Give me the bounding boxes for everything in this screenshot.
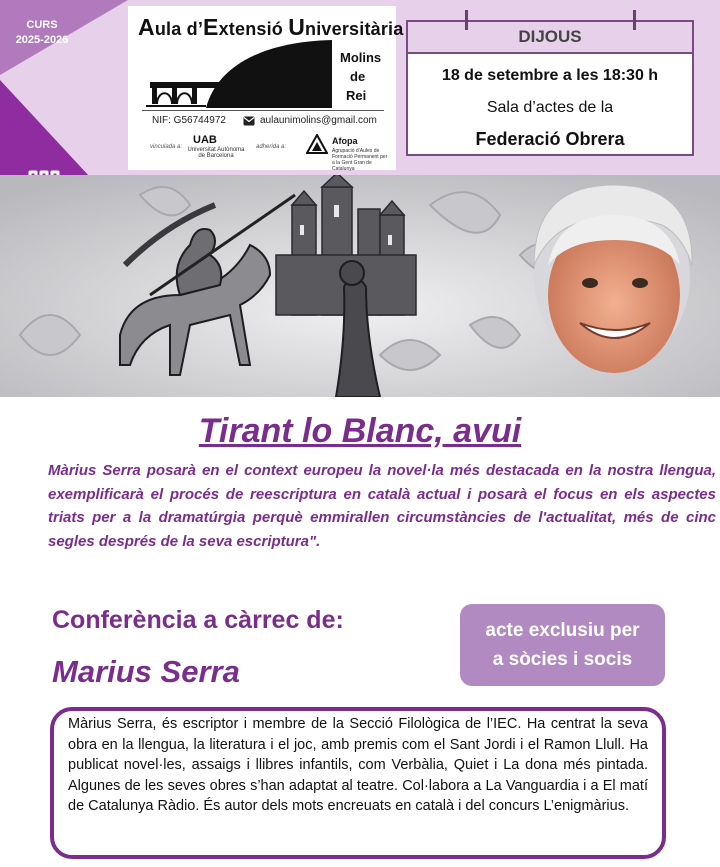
- uab-subtitle: Universitat Autònoma de Barcelona: [187, 147, 245, 159]
- speaker-bio: Màrius Serra, és escriptor i membre de la Secció Filològica de l’IEC. Ha centrat la seva obra en la llengua, la literatura i el joc, amb premis com el Sant Jordi i el Ramon Llull. Ha publicat novel·les, assaigs i llibres infantils, com Verbàlia, Quiet i La dona més pintada. Algunes de les seves obres s’han adaptat al teatre. Col·labora a La Vanguardia i a El matí de Catalunya Ràdio. És autor dels mots encreuats en català i del concurs L’enigmàrius.: [50, 707, 666, 859]
- adhered-label: adherida a:: [256, 144, 287, 150]
- event-venue: Federació Obrera: [475, 129, 625, 149]
- talk-description: Màrius Serra posarà en el context europeu la novel·la més destacada en la nostra llengua, exemplificarà el procés de reescriptura en català actual i posarà el focus en els aspectes triats per a la dramatúrgia perquè emmirallen circumstàncies de l'actualitat, més de cinc segles després de la seva escriptura".: [48, 462, 716, 550]
- event-day: DIJOUS: [518, 27, 582, 46]
- course-label-text: CURS: [26, 19, 58, 31]
- members-only-badge: [460, 604, 665, 686]
- title-part: ula d’: [154, 19, 204, 39]
- town-line: de: [350, 69, 366, 84]
- afopa-logo-text: Afopa: [332, 136, 358, 146]
- event-room: Sala d’actes de la: [486, 99, 614, 116]
- title-initial-e: E: [203, 14, 219, 40]
- logo-divider: [142, 110, 384, 111]
- email-text: aulaunimolins@gmail.com: [260, 115, 377, 126]
- badge-line: acte exclusiu per: [485, 620, 640, 641]
- title-part: niversitària: [305, 19, 404, 39]
- speaker-name: Marius Serra: [52, 654, 240, 689]
- banner-illustration: [0, 175, 720, 397]
- uab-logo-text: UAB: [193, 134, 217, 146]
- mail-icon: [243, 116, 255, 126]
- banner-art: [0, 175, 720, 397]
- event-datetime: 18 de setembre a les 18:30 h: [441, 67, 659, 84]
- town-name: [340, 48, 388, 105]
- town-line: Rei: [346, 88, 367, 103]
- badge-line: a sòcies i socis: [492, 649, 633, 670]
- town-line: Molins: [340, 50, 382, 65]
- association-name: [138, 14, 403, 41]
- talk-title: Tirant lo Blanc, avui: [198, 412, 522, 450]
- title-part: xtensió: [218, 19, 289, 39]
- linked-label: vinculada a:: [150, 144, 183, 150]
- title-initial-a: A: [138, 14, 155, 40]
- speaker-label: Conferència a càrrec de:: [52, 606, 344, 634]
- afopa-subtitle: Agrupació d’Aules de Formació Permanent per a la Gent Gran de Catalunya: [332, 148, 388, 172]
- course-label: [0, 18, 84, 48]
- bridge-logo-icon: [146, 40, 338, 108]
- title-initial-u: U: [288, 14, 306, 40]
- nif-text: NIF: G56744972: [152, 115, 226, 126]
- afopa-logo-icon: [306, 134, 328, 154]
- course-years: 2025-2026: [15, 34, 69, 46]
